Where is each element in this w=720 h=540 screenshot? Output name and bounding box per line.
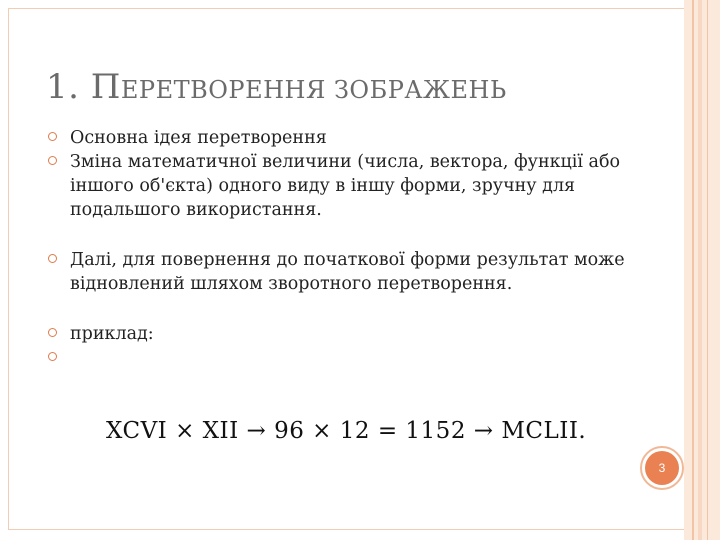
bullet-text: Основна ідея перетворення [70,128,327,148]
list-item [48,322,648,346]
bullet-circle-icon [48,156,57,165]
decorative-band [684,0,720,540]
bullet-text: Далі, для повернення до початкової форми результат може відновлений шляхом зворотного перетворення. [70,250,625,294]
decorative-line [698,0,702,540]
bullet-list [48,126,648,370]
decorative-line [692,0,694,540]
list-item [48,150,648,222]
roman-numeral-formula: XCVI × XII → 96 × 12 = 1152 → MCLII. [106,418,587,444]
slide-title-first: 1. П [46,67,121,107]
bullet-text: Зміна математичної величини (числа, вектора, функції або іншого об'єкта) одного виду в іншу форми, зручну для подальшого використання. [70,152,621,220]
list-item [48,346,648,370]
slide-title-rest: ЕРЕТВОРЕННЯ ЗОБРАЖЕНЬ [120,76,507,104]
decorative-line [707,0,708,540]
bullet-text [70,348,76,368]
page-number: 3 [645,451,679,485]
slide-title [46,66,646,111]
bullet-circle-icon [48,254,57,263]
bullet-circle-icon [48,132,57,141]
bullet-circle-icon [48,352,57,361]
list-item [48,248,648,296]
bullet-text: приклад: [70,324,154,344]
list-item [48,126,648,150]
bullet-circle-icon [48,328,57,337]
